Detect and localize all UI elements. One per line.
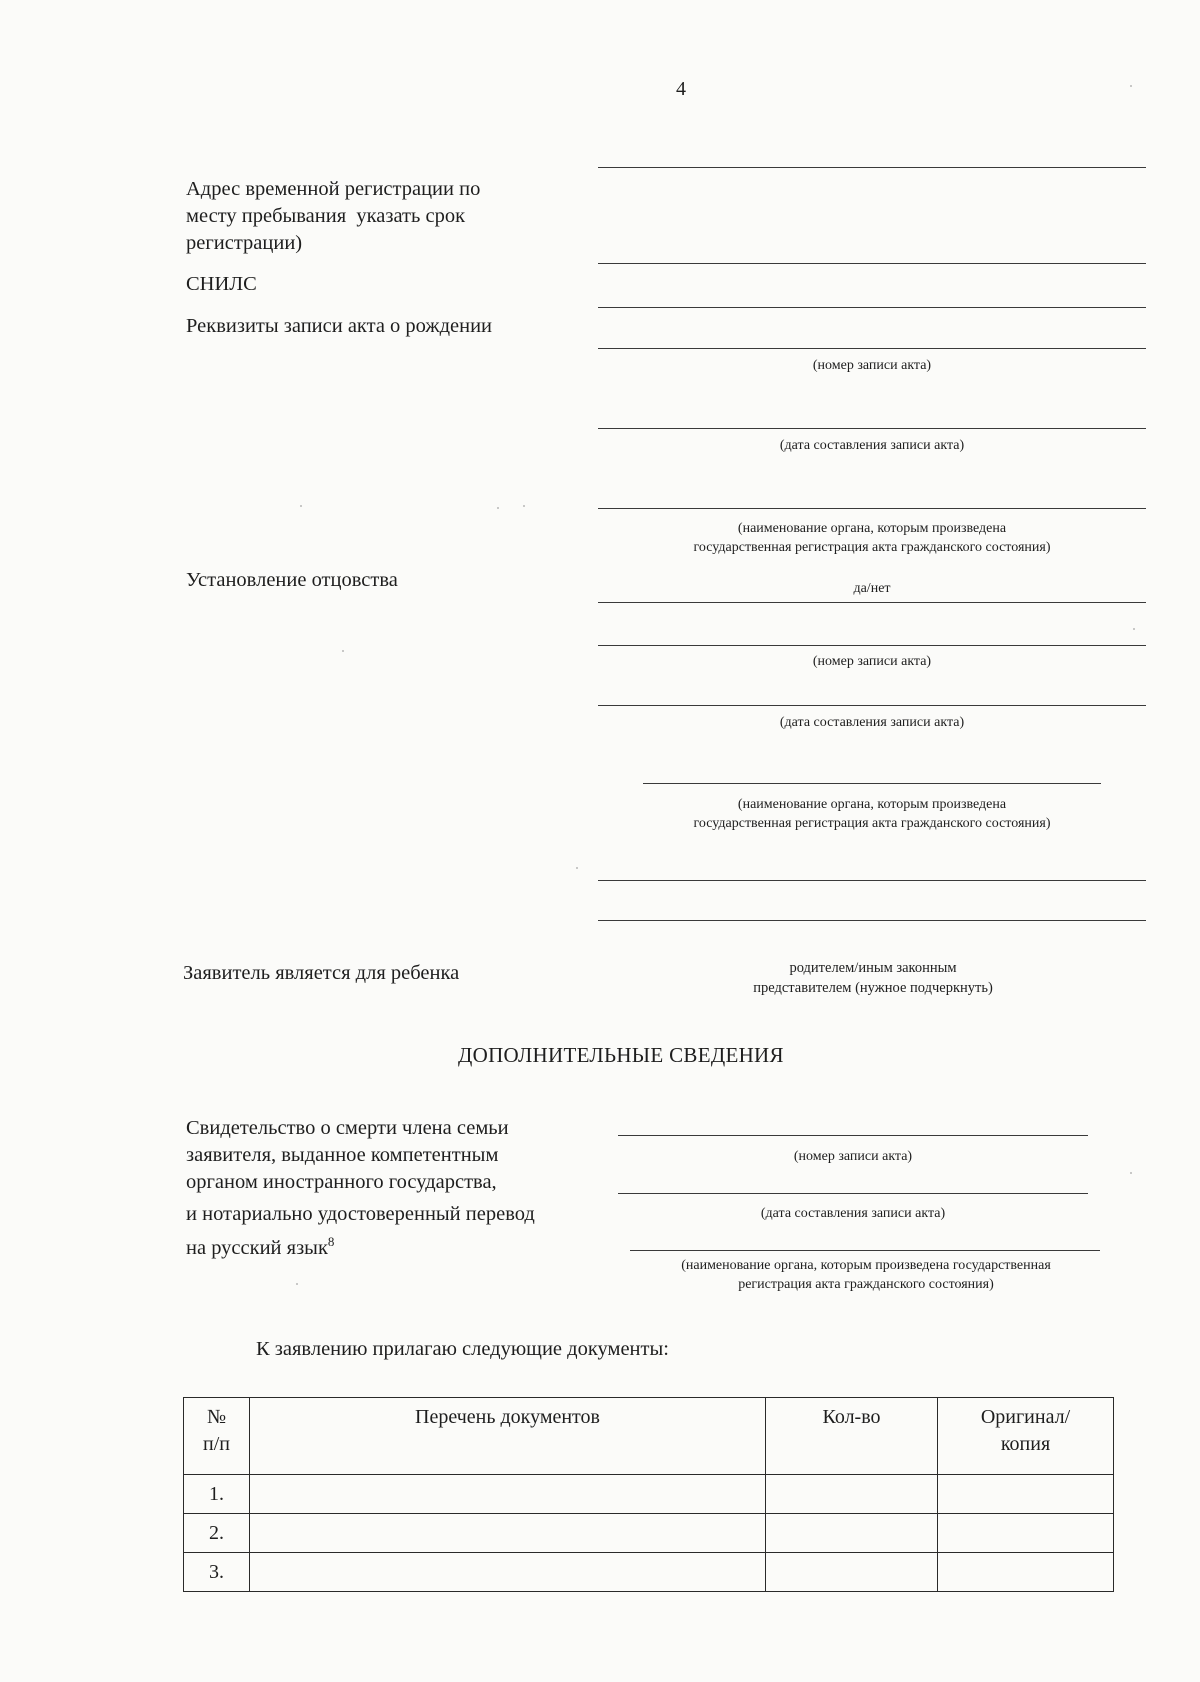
birth-authority-caption-line-2: государственная регистрация акта гражданского состояния) (693, 540, 1051, 555)
temp-address-input-line-1[interactable] (598, 167, 1146, 168)
row-original-copy-cell[interactable] (938, 1475, 1114, 1514)
row-quantity-cell[interactable] (766, 1475, 938, 1514)
temp-address-label-line-2: месту пребывания указать срок (186, 205, 466, 227)
table-row (184, 1553, 1114, 1592)
scan-speck (1130, 1172, 1132, 1174)
death-cert-line-1: Свидетельство о смерти члена семьи (186, 1117, 509, 1139)
snils-input-line[interactable] (598, 307, 1146, 308)
scan-speck (300, 505, 302, 507)
table-row (184, 1514, 1114, 1553)
row-document-cell[interactable] (250, 1475, 766, 1514)
extra-input-line-2[interactable] (598, 920, 1146, 921)
row-document-cell[interactable] (250, 1514, 766, 1553)
applicant-role-caption (655, 958, 1091, 998)
death-cert-line-4: и нотариально удостоверенный перевод (186, 1203, 535, 1225)
page-number: 4 (676, 78, 686, 100)
table-row (184, 1475, 1114, 1514)
additional-info-title: ДОПОЛНИТЕЛЬНЫЕ СВЕДЕНИЯ (458, 1043, 784, 1067)
birth-record-label: Реквизиты записи акта о рождении (186, 315, 493, 337)
paternity-authority-caption-line-1: (наименование органа, которым произведена (737, 797, 1007, 812)
applicant-label: Заявитель является для ребенка (183, 962, 460, 984)
attachments-intro: К заявлению прилагаю следующие документы: (256, 1338, 669, 1360)
scan-speck (1130, 85, 1132, 87)
header-original-copy (938, 1398, 1114, 1475)
paternity-number-line[interactable] (598, 645, 1146, 646)
scan-speck (497, 507, 499, 509)
row-original-copy-cell[interactable] (938, 1514, 1114, 1553)
header-num-line-2: п/п (203, 1433, 230, 1455)
death-cert-number-line[interactable] (618, 1135, 1088, 1136)
header-orig-line-1: Оригинал/ (980, 1406, 1071, 1428)
birth-record-date-line[interactable] (598, 428, 1146, 429)
scan-speck (576, 867, 578, 869)
birth-authority-caption-line-1: (наименование органа, которым произведена (737, 521, 1007, 536)
death-cert-authority-line[interactable] (630, 1250, 1100, 1251)
row-number: 1. (184, 1475, 250, 1514)
death-cert-line-5-wrap (186, 1228, 606, 1262)
paternity-yes-no-line[interactable] (598, 602, 1146, 603)
birth-record-authority-line[interactable] (598, 508, 1146, 509)
paternity-number-caption: (номер записи акта) (812, 654, 932, 669)
paternity-yes-no-caption: да/нет (853, 581, 891, 596)
scan-speck (296, 1283, 298, 1285)
scan-speck (342, 650, 344, 652)
extra-input-line-1[interactable] (598, 880, 1146, 881)
row-number: 3. (184, 1553, 250, 1592)
snils-label: СНИЛС (186, 273, 257, 295)
header-num-line-1: № (206, 1406, 227, 1428)
death-cert-line-5: на русский язык (186, 1236, 328, 1259)
paternity-authority-caption (598, 795, 1146, 833)
temp-address-label-line-1: Адрес временной регистрации по (186, 178, 481, 200)
temp-address-label-line-3: регистрации) (186, 232, 303, 254)
paternity-date-line[interactable] (598, 705, 1146, 706)
row-document-cell[interactable] (250, 1553, 766, 1592)
applicant-role-caption-line-2: представителем (нужное подчеркнуть) (753, 980, 993, 996)
header-num (184, 1398, 250, 1475)
header-quantity: Кол-во (766, 1398, 938, 1475)
header-documents-list: Перечень документов (250, 1398, 766, 1475)
death-cert-line-3: органом иностранного государства, (186, 1171, 497, 1193)
death-cert-date-caption: (дата составления записи акта) (760, 1206, 946, 1221)
death-cert-date-line[interactable] (618, 1193, 1088, 1194)
documents-table (183, 1397, 1114, 1592)
death-certificate-label (186, 1115, 606, 1262)
death-authority-caption-line-1: (наименование органа, которым произведена государственная (681, 1258, 1051, 1273)
birth-record-authority-caption (598, 519, 1146, 557)
death-cert-authority-caption (618, 1256, 1114, 1294)
death-authority-caption-line-2: регистрация акта гражданского состояния) (738, 1277, 994, 1292)
death-cert-line-2: заявителя, выданное компетентным (186, 1144, 499, 1166)
paternity-authority-caption-line-2: государственная регистрация акта гражданского состояния) (693, 816, 1051, 831)
temp-address-input-line-2[interactable] (598, 263, 1146, 264)
footnote-mark: 8 (327, 1234, 335, 1249)
row-original-copy-cell[interactable] (938, 1553, 1114, 1592)
paternity-authority-line[interactable] (643, 783, 1101, 784)
header-orig-line-2: копия (1000, 1433, 1051, 1455)
row-quantity-cell[interactable] (766, 1553, 938, 1592)
paternity-label: Установление отцовства (186, 569, 398, 591)
scan-speck (1133, 628, 1135, 630)
applicant-role-caption-line-1: родителем/иным законным (789, 960, 957, 976)
birth-record-number-line[interactable] (598, 348, 1146, 349)
paternity-date-caption: (дата составления записи акта) (779, 715, 965, 730)
row-number: 2. (184, 1514, 250, 1553)
birth-record-number-caption: (номер записи акта) (812, 358, 932, 373)
birth-record-date-caption: (дата составления записи акта) (779, 438, 965, 453)
table-header-row (184, 1398, 1114, 1475)
temp-address-label (186, 176, 586, 257)
death-cert-number-caption: (номер записи акта) (793, 1149, 913, 1164)
row-quantity-cell[interactable] (766, 1514, 938, 1553)
scan-speck (523, 505, 525, 507)
